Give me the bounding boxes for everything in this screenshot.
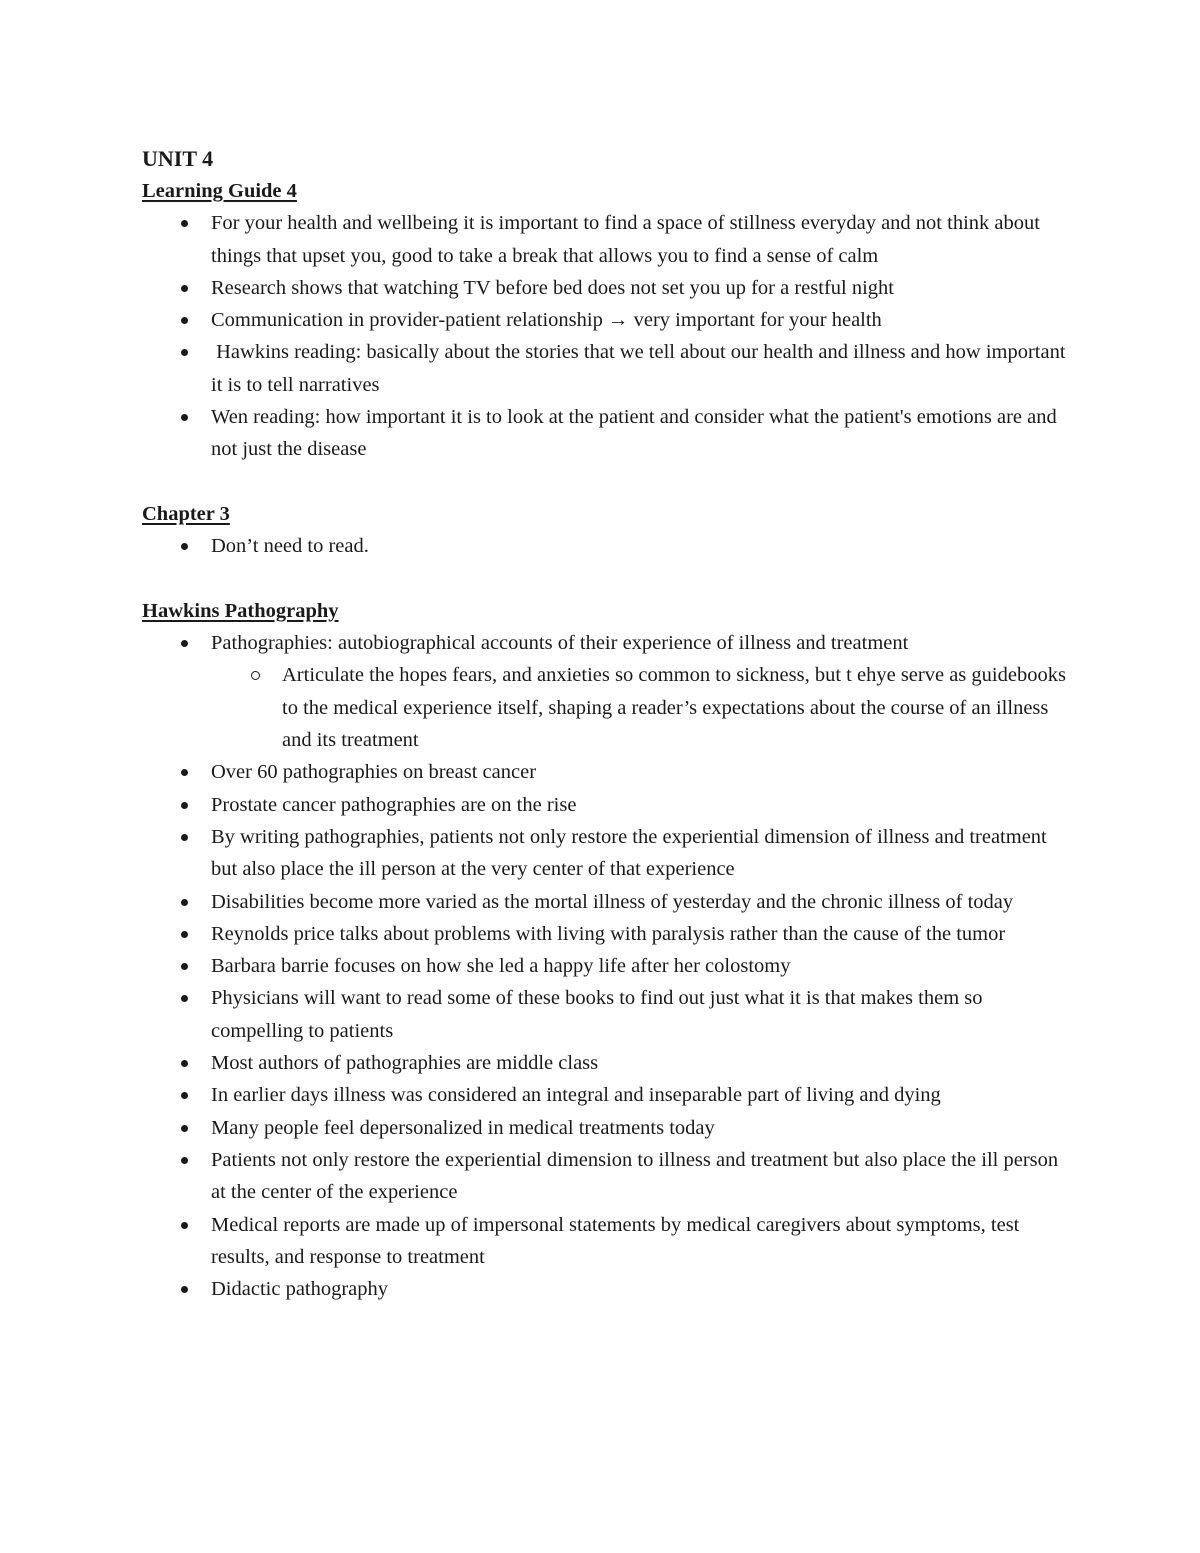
list-item: Patients not only restore the experiential dimension to illness and treatment but also place the ill person at the center of the experience xyxy=(142,1144,1072,1209)
section-heading-learning-guide: Learning Guide 4 xyxy=(142,180,297,202)
list-item: Research shows that watching TV before bed does not set you up for a restful night xyxy=(142,272,1072,304)
list-item: Didactic pathography xyxy=(142,1273,1072,1305)
blank-line xyxy=(142,466,1072,498)
list-item: Hawkins reading: basically about the stories that we tell about our health and illness and how important it is to tell narratives xyxy=(142,336,1072,401)
document-title: UNIT 4 xyxy=(142,146,214,171)
list-item: By writing pathographies, patients not only restore the experiential dimension of illness and treatment but also place the ill person at the very center of that experience xyxy=(142,821,1072,886)
document-page xyxy=(142,143,1072,1305)
section-heading-hawkins-pathography: Hawkins Pathography xyxy=(142,599,339,622)
list-item: Wen reading: how important it is to look at the patient and consider what the patient's emotions are and not just the disease xyxy=(142,401,1072,466)
list-item: Communication in provider-patient relationship → very important for your health xyxy=(142,304,1072,336)
list-item: Over 60 pathographies on breast cancer xyxy=(142,756,1072,788)
list-item: Most authors of pathographies are middle class xyxy=(142,1047,1072,1079)
list-item: Prostate cancer pathographies are on the rise xyxy=(142,789,1072,821)
section-heading-chapter-3: Chapter 3 xyxy=(142,502,230,525)
hawkins-pathography-list xyxy=(142,627,1072,1305)
section-chapter-3 xyxy=(142,498,1072,563)
sub-list-item: Articulate the hopes fears, and anxieties so common to sickness, but t ehye serve as guidebooks to the medical experience itself, shaping a reader’s expectations about the course of an illness and its treatment xyxy=(211,659,1072,756)
list-item: Barbara barrie focuses on how she led a happy life after her colostomy xyxy=(142,950,1072,982)
list-item: Physicians will want to read some of these books to find out just what it is that makes them so compelling to patients xyxy=(142,982,1072,1047)
learning-guide-list xyxy=(142,207,1072,465)
section-learning-guide xyxy=(142,175,1072,466)
list-item: Many people feel depersonalized in medical treatments today xyxy=(142,1112,1072,1144)
list-item: Don’t need to read. xyxy=(142,530,1072,562)
list-item: In earlier days illness was considered an integral and inseparable part of living and dying xyxy=(142,1079,1072,1111)
chapter-3-list xyxy=(142,530,1072,562)
list-item: Reynolds price talks about problems with living with paralysis rather than the cause of the tumor xyxy=(142,918,1072,950)
list-item-with-subitems xyxy=(142,627,1072,756)
list-item: Disabilities become more varied as the mortal illness of yesterday and the chronic illness of today xyxy=(142,886,1072,918)
section-hawkins-pathography xyxy=(142,595,1072,1306)
sub-list xyxy=(142,659,1072,756)
blank-line xyxy=(142,563,1072,595)
list-item: Medical reports are made up of impersonal statements by medical caregivers about symptoms, test results, and response to treatment xyxy=(142,1209,1072,1274)
list-item: Pathographies: autobiographical accounts of their experience of illness and treatment xyxy=(142,627,1072,659)
list-item: For your health and wellbeing it is important to find a space of stillness everyday and not think about things that upset you, good to take a break that allows you to find a sense of calm xyxy=(142,207,1072,272)
